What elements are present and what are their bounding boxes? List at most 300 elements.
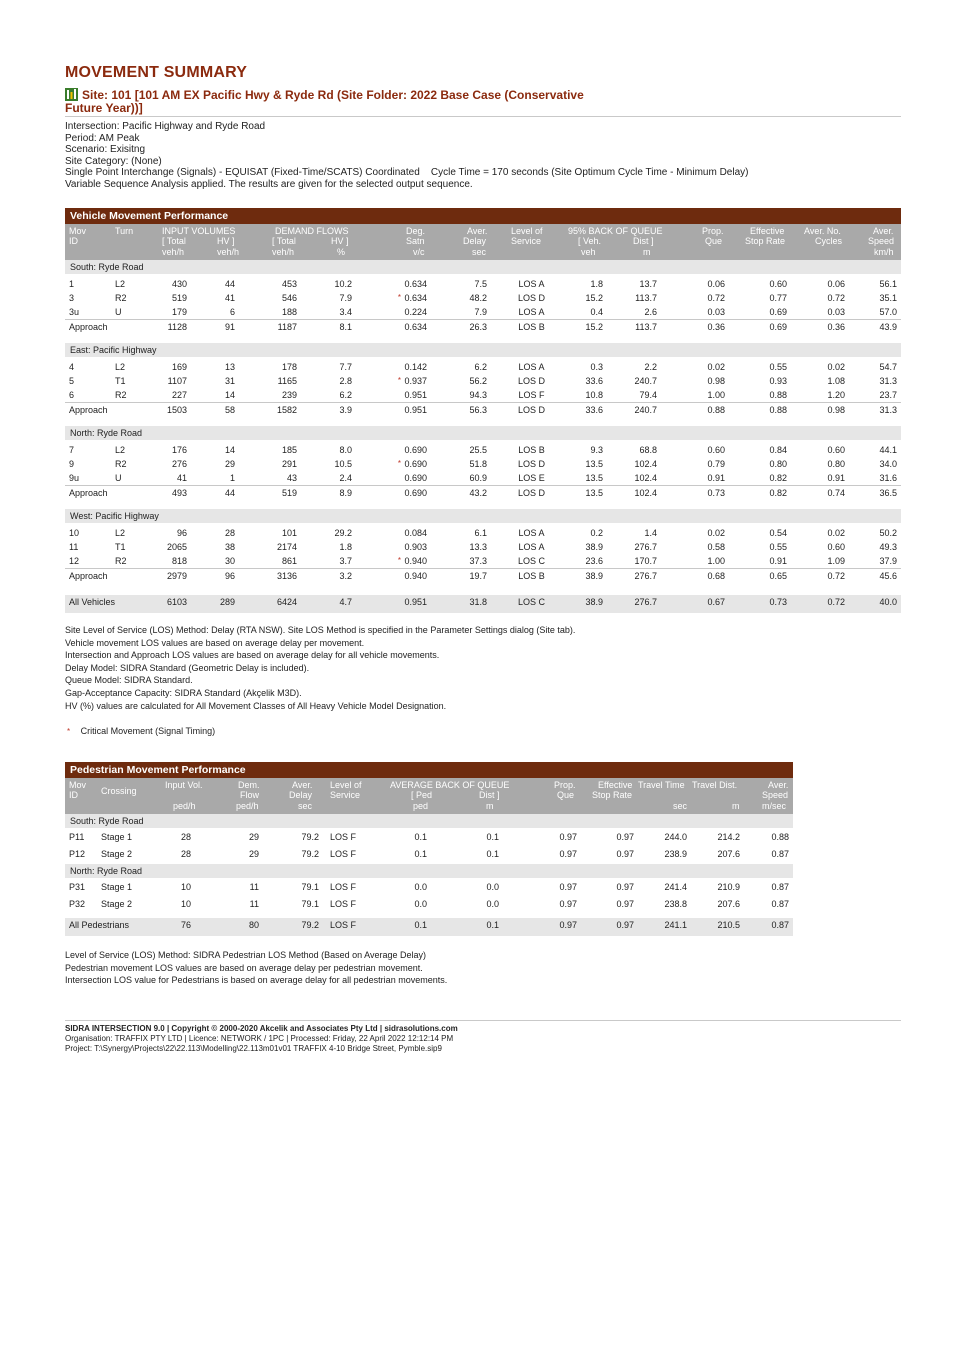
cell-aver-cycles: 0.72 bbox=[827, 293, 845, 303]
critical-legend bbox=[67, 725, 215, 739]
cell-demand-hv: 1.8 bbox=[339, 542, 352, 552]
cell-aver-cycles: 1.08 bbox=[827, 376, 845, 386]
cell-aver-speed: 31.3 bbox=[879, 405, 897, 415]
table-row bbox=[65, 847, 793, 864]
footer bbox=[65, 1024, 458, 1054]
cell-input-total: 179 bbox=[171, 307, 187, 317]
cell-turn: L2 bbox=[115, 445, 126, 455]
cell-mov-id: 4 bbox=[69, 362, 75, 372]
cell-input-hv: 1 bbox=[229, 473, 235, 483]
cell-level-of-service: LOS C bbox=[517, 597, 545, 607]
cell-queue-dist: 113.7 bbox=[635, 322, 657, 332]
cell-input-hv: 289 bbox=[219, 597, 235, 607]
table-row bbox=[65, 277, 901, 291]
cell-aver-delay: 94.3 bbox=[469, 390, 487, 400]
cell-prop-que: 0.02 bbox=[707, 362, 725, 372]
hd-prop: Prop. bbox=[702, 226, 724, 236]
cell-prop-que: 0.97 bbox=[559, 849, 577, 859]
cell-input-hv: 58 bbox=[224, 405, 235, 415]
cell-demand-total: 6424 bbox=[276, 597, 297, 607]
meta-scenario: Scenario: Exisitng bbox=[65, 144, 146, 156]
hd-q-veh: [ Veh. bbox=[578, 236, 602, 246]
cell-demand-hv: 3.4 bbox=[339, 307, 352, 317]
cell-demand-hv: 10.2 bbox=[334, 279, 352, 289]
cell-level-of-service: LOS F bbox=[330, 899, 357, 909]
cell-travel-time: 244.0 bbox=[664, 832, 687, 842]
cell-queue-dist: 276.7 bbox=[634, 597, 657, 607]
meta-category: Site Category: (None) bbox=[65, 155, 162, 167]
site-line-1: Site: 101 [101 AM EX Pacific Hwy & Ryde Rd (Site Folder: 2022 Base Case (Conservative bbox=[82, 88, 584, 102]
cell-demand-total: 101 bbox=[281, 528, 297, 538]
cell-dem-flow: 11 bbox=[249, 899, 259, 909]
meta-period: Period: AM Peak bbox=[65, 132, 140, 144]
cell-deg-satn: 0.634 bbox=[404, 293, 427, 303]
cell-demand-total: 239 bbox=[281, 390, 297, 400]
cell-stop-rate: 0.55 bbox=[769, 542, 787, 552]
cell-queue-ped: 0.1 bbox=[414, 832, 427, 842]
ped-hd-stop: Stop Rate bbox=[592, 790, 633, 800]
cell-stop-rate: 0.80 bbox=[769, 459, 787, 469]
table-row bbox=[65, 554, 901, 568]
cell-crossing: Stage 1 bbox=[101, 882, 133, 892]
meta-sequence: Variable Sequence Analysis applied. The results are given for the selected output sequence. bbox=[65, 178, 473, 190]
row-spacer bbox=[65, 419, 901, 426]
cell-demand-hv: 3.9 bbox=[339, 405, 352, 415]
meta-intersection: Intersection: Pacific Highway and Ryde Road bbox=[65, 121, 266, 132]
cell-travel-time: 241.1 bbox=[664, 920, 687, 930]
table-row bbox=[65, 443, 901, 457]
ped-hd-unit-ms: m/sec bbox=[762, 801, 787, 811]
cell-queue-dist: 113.7 bbox=[635, 293, 657, 303]
cell-prop-que: 0.97 bbox=[559, 899, 577, 909]
cell-queue-veh: 0.2 bbox=[590, 528, 603, 538]
cell-mov-id: 5 bbox=[69, 376, 75, 386]
cell-aver-speed: 54.7 bbox=[879, 362, 897, 372]
cell-aver-cycles: 0.80 bbox=[827, 459, 845, 469]
cell-input-hv: 41 bbox=[224, 293, 235, 303]
cell-demand-hv: 7.9 bbox=[339, 293, 352, 303]
cell-turn: L2 bbox=[115, 528, 126, 538]
cell-prop-que: 1.00 bbox=[707, 556, 725, 566]
cell-input-hv: 13 bbox=[224, 362, 235, 372]
cell-aver-delay: 13.3 bbox=[469, 542, 487, 552]
ped-hd-unit-ped: ped bbox=[413, 801, 429, 811]
table-row bbox=[65, 471, 901, 485]
cell-input-hv: 31 bbox=[224, 376, 235, 386]
cell-stop-rate: 0.82 bbox=[769, 473, 787, 483]
table-row bbox=[65, 291, 901, 305]
cell-demand-total: 453 bbox=[281, 279, 297, 289]
cell-demand-total: 43 bbox=[286, 473, 297, 483]
note-approach-los: Intersection and Approach LOS values are based on average delay for all vehicle movements. bbox=[65, 650, 440, 661]
cell-level-of-service: LOS E bbox=[518, 473, 545, 483]
cell-input-hv: 14 bbox=[224, 445, 235, 455]
hd-eff: Effective bbox=[750, 226, 785, 236]
cell-mov-id: Approach bbox=[69, 571, 108, 581]
row-spacer bbox=[65, 502, 901, 509]
cell-aver-speed: 50.2 bbox=[879, 528, 897, 538]
cell-aver-delay: 79.2 bbox=[301, 849, 319, 859]
cell-travel-time: 238.9 bbox=[664, 849, 687, 859]
cell-aver-delay: 37.3 bbox=[469, 556, 487, 566]
cell-input-total: 1107 bbox=[167, 376, 187, 386]
cell-queue-dist: 13.7 bbox=[639, 279, 657, 289]
cell-demand-total: 861 bbox=[281, 556, 297, 566]
table-row bbox=[65, 388, 901, 402]
cell-turn: T1 bbox=[115, 376, 126, 386]
cell-input-total: 519 bbox=[171, 293, 187, 303]
cell-prop-que: 0.98 bbox=[707, 376, 725, 386]
hd-turn: Turn bbox=[115, 226, 134, 236]
cell-queue-dist: 0.1 bbox=[486, 920, 499, 930]
cell-deg-satn: 0.951 bbox=[404, 405, 427, 415]
cell-crossing: Stage 1 bbox=[101, 832, 133, 842]
note-gap-acceptance: Gap-Acceptance Capacity: SIDRA Standard (Akçelik M3D). bbox=[65, 687, 302, 698]
cell-aver-delay: 25.5 bbox=[469, 445, 487, 455]
ped-hd-tt: Travel Time bbox=[638, 780, 685, 790]
cell-aver-delay: 19.7 bbox=[469, 571, 487, 581]
cell-deg-satn: 0.084 bbox=[404, 528, 427, 538]
cell-mov-id: 3 bbox=[69, 293, 75, 303]
cell-prop-que: 0.97 bbox=[559, 920, 577, 930]
approach-row bbox=[65, 485, 901, 502]
cell-level-of-service: LOS A bbox=[518, 542, 545, 552]
cell-aver-speed: 31.6 bbox=[879, 473, 897, 483]
cell-travel-dist: 207.6 bbox=[717, 849, 740, 859]
note-los-method: Site Level of Service (LOS) Method: Delay (RTA NSW). Site LOS Method is specified in the Parameter Settings dialog (Site tab). bbox=[65, 625, 576, 635]
cell-mov-id: 12 bbox=[69, 556, 80, 566]
cell-deg-satn: 0.634 bbox=[404, 322, 427, 332]
cell-input-hv: 91 bbox=[224, 322, 235, 332]
section-header: East: Pacific Highway bbox=[65, 343, 901, 357]
ped-note-intersection-los: Intersection LOS value for Pedestrians is based on average delay for all pedestrian movements. bbox=[65, 975, 448, 986]
hd-q-dist: Dist ] bbox=[633, 236, 654, 246]
cell-queue-ped: 0.0 bbox=[414, 899, 427, 909]
cell-input-total: 176 bbox=[171, 445, 187, 455]
vehicle-table-title: Vehicle Movement Performance bbox=[65, 208, 901, 224]
cell-demand-total: 546 bbox=[281, 293, 297, 303]
hd-demand: DEMAND FLOWS bbox=[275, 226, 349, 236]
cell-aver-delay: 56.2 bbox=[469, 376, 487, 386]
cell-turn: L2 bbox=[115, 362, 126, 372]
cell-demand-hv: 29.2 bbox=[334, 528, 352, 538]
cell-deg-satn: 0.903 bbox=[404, 542, 427, 552]
hd-in-total: [ Total bbox=[162, 236, 186, 246]
cell-prop-que: 0.58 bbox=[707, 542, 725, 552]
ped-note-movement-los: Pedestrian movement LOS values are based on average delay per pedestrian movement. bbox=[65, 962, 423, 973]
cell-critical-mark: * bbox=[397, 556, 401, 565]
cell-aver-cycles: 0.06 bbox=[827, 279, 845, 289]
cell-demand-hv: 2.4 bbox=[339, 473, 352, 483]
critical-label: Critical Movement (Signal Timing) bbox=[80, 726, 216, 736]
cell-aver-delay: 56.3 bbox=[469, 405, 487, 415]
approach-row bbox=[65, 402, 901, 419]
cell-level-of-service: LOS D bbox=[517, 459, 545, 469]
table-row bbox=[65, 540, 901, 554]
cell-queue-veh: 0.4 bbox=[590, 307, 603, 317]
cell-aver-speed: 35.1 bbox=[879, 293, 897, 303]
cell-queue-ped: 0.0 bbox=[414, 882, 427, 892]
cell-mov-id: 7 bbox=[69, 445, 75, 455]
cell-mov-id: P11 bbox=[69, 832, 85, 842]
page-title: MOVEMENT SUMMARY bbox=[65, 64, 248, 81]
cell-queue-veh: 38.9 bbox=[585, 597, 603, 607]
cell-queue-dist: 102.4 bbox=[634, 459, 657, 469]
cell-queue-veh: 33.6 bbox=[585, 405, 603, 415]
cell-queue-dist: 0.0 bbox=[486, 882, 499, 892]
approach-row bbox=[65, 319, 901, 336]
cell-prop-que: 0.06 bbox=[707, 279, 725, 289]
cell-aver-speed: 0.87 bbox=[771, 920, 789, 930]
cell-queue-dist: 102.4 bbox=[634, 488, 657, 498]
cell-stop-rate: 0.97 bbox=[616, 832, 634, 842]
section-header: West: Pacific Highway bbox=[65, 509, 901, 523]
cell-aver-speed: 49.3 bbox=[879, 542, 897, 552]
cell-stop-rate: 0.97 bbox=[616, 849, 634, 859]
cell-input-hv: 96 bbox=[224, 571, 235, 581]
ped-hd-service: Service bbox=[330, 790, 361, 800]
hd-level: Level of bbox=[511, 226, 543, 236]
pedestrian-notes bbox=[65, 949, 447, 987]
cell-aver-speed: 37.9 bbox=[879, 556, 897, 566]
section-header: North: Ryde Road bbox=[65, 864, 793, 878]
footer-organisation: Organisation: TRAFFIX PTY LTD | Licence: NETWORK / 1PC | Processed: Friday, 22 April 2022 12:12:14 PM bbox=[65, 1034, 454, 1043]
cell-demand-total: 2174 bbox=[276, 542, 297, 552]
cell-aver-cycles: 0.02 bbox=[827, 362, 845, 372]
cell-aver-delay: 51.8 bbox=[469, 459, 487, 469]
cell-queue-ped: 0.1 bbox=[414, 920, 427, 930]
cell-demand-hv: 3.2 bbox=[339, 571, 352, 581]
cell-queue-veh: 33.6 bbox=[585, 376, 603, 386]
ped-hd-prop: Prop. bbox=[554, 780, 576, 790]
cell-aver-cycles: 0.74 bbox=[827, 488, 845, 498]
hd-unit-sec: sec bbox=[472, 247, 487, 257]
hd-unit-veh1: veh/h bbox=[162, 247, 185, 257]
cell-queue-ped: 0.1 bbox=[414, 849, 427, 859]
cell-queue-veh: 38.9 bbox=[585, 571, 603, 581]
cell-deg-satn: 0.690 bbox=[404, 488, 427, 498]
cell-mov-id: 1 bbox=[69, 279, 75, 289]
section-header: South: Ryde Road bbox=[65, 260, 901, 274]
footer-copyright: SIDRA INTERSECTION 9.0 | Copyright © 2000-2020 Akcelik and Associates Pty Ltd | sidrasolutions.com bbox=[65, 1024, 458, 1033]
cell-input-hv: 38 bbox=[224, 542, 235, 552]
cell-stop-rate: 0.77 bbox=[769, 293, 787, 303]
cell-demand-total: 291 bbox=[281, 459, 297, 469]
cell-aver-cycles: 0.98 bbox=[827, 405, 845, 415]
cell-travel-dist: 207.6 bbox=[717, 899, 740, 909]
cell-queue-dist: 276.7 bbox=[634, 542, 657, 552]
vehicle-table-header bbox=[65, 224, 901, 260]
cell-crossing: Stage 2 bbox=[101, 899, 133, 909]
cell-input-total: 1503 bbox=[166, 405, 187, 415]
cell-demand-hv: 4.7 bbox=[339, 597, 352, 607]
cell-aver-speed: 56.1 bbox=[879, 279, 897, 289]
ped-hd-q-dist: Dist ] bbox=[479, 790, 500, 800]
cell-queue-veh: 13.5 bbox=[585, 473, 603, 483]
cell-deg-satn: 0.142 bbox=[404, 362, 427, 372]
cell-input-hv: 28 bbox=[224, 528, 235, 538]
cell-demand-hv: 8.0 bbox=[339, 445, 352, 455]
cell-aver-speed: 34.0 bbox=[879, 459, 897, 469]
cell-demand-hv: 8.1 bbox=[339, 322, 352, 332]
cell-mov-id: 10 bbox=[69, 528, 80, 538]
cell-input-hv: 44 bbox=[224, 488, 235, 498]
section-header: South: Ryde Road bbox=[65, 814, 793, 828]
table-row bbox=[65, 526, 901, 540]
cell-deg-satn: 0.690 bbox=[404, 459, 427, 469]
cell-level-of-service: LOS A bbox=[518, 279, 545, 289]
ped-hd-dem: Dem. bbox=[238, 780, 260, 790]
cell-demand-total: 185 bbox=[281, 445, 297, 455]
cell-level-of-service: LOS F bbox=[518, 390, 545, 400]
cell-queue-dist: 0.0 bbox=[486, 899, 499, 909]
cell-level-of-service: LOS B bbox=[518, 445, 545, 455]
cell-input-total: 227 bbox=[171, 390, 187, 400]
note-queue-model: Queue Model: SIDRA Standard. bbox=[65, 675, 193, 686]
cell-queue-dist: 102.4 bbox=[634, 473, 657, 483]
cell-stop-rate: 0.88 bbox=[769, 390, 787, 400]
section-header: North: Ryde Road bbox=[65, 426, 901, 440]
ped-hd-level: Level of bbox=[330, 780, 362, 790]
cell-turn: U bbox=[115, 473, 122, 483]
cell-deg-satn: 0.951 bbox=[404, 390, 427, 400]
cell-stop-rate: 0.73 bbox=[769, 597, 787, 607]
cell-aver-speed: 0.87 bbox=[771, 849, 789, 859]
cell-demand-hv: 6.2 bbox=[339, 390, 352, 400]
total-row bbox=[65, 595, 901, 613]
cell-aver-speed: 0.88 bbox=[771, 832, 789, 842]
cell-demand-hv: 10.5 bbox=[334, 459, 352, 469]
hd-delay: Delay bbox=[463, 236, 487, 246]
hd-stop: Stop Rate bbox=[745, 236, 786, 246]
cell-stop-rate: 0.97 bbox=[616, 899, 634, 909]
cell-aver-cycles: 0.60 bbox=[827, 445, 845, 455]
cell-aver-delay: 43.2 bbox=[469, 488, 487, 498]
cell-input-total: 2065 bbox=[166, 542, 187, 552]
cell-queue-veh: 15.2 bbox=[585, 293, 603, 303]
cell-deg-satn: 0.690 bbox=[404, 445, 427, 455]
pedestrian-table-header bbox=[65, 778, 793, 814]
cell-level-of-service: LOS D bbox=[517, 488, 545, 498]
cell-demand-total: 188 bbox=[281, 307, 297, 317]
hd-avno: Aver. No. bbox=[804, 226, 841, 236]
cell-aver-delay: 48.2 bbox=[469, 293, 487, 303]
ped-hd-flow: Flow bbox=[240, 790, 260, 800]
ped-hd-unit-m: m bbox=[486, 801, 494, 811]
cell-deg-satn: 0.940 bbox=[404, 571, 427, 581]
cell-prop-que: 0.72 bbox=[707, 293, 725, 303]
cell-queue-veh: 9.3 bbox=[590, 445, 603, 455]
cell-stop-rate: 0.69 bbox=[769, 322, 787, 332]
pedestrian-table-body bbox=[65, 814, 793, 936]
total-row bbox=[65, 918, 793, 936]
cell-queue-veh: 10.8 bbox=[585, 390, 603, 400]
cell-prop-que: 0.67 bbox=[707, 597, 725, 607]
cell-aver-speed: 0.87 bbox=[771, 899, 789, 909]
cell-travel-dist: 210.5 bbox=[717, 920, 740, 930]
cell-demand-total: 519 bbox=[281, 488, 297, 498]
cell-prop-que: 0.91 bbox=[707, 473, 725, 483]
cell-demand-total: 3136 bbox=[276, 571, 297, 581]
cell-queue-dist: 2.6 bbox=[644, 307, 657, 317]
cell-critical-mark: * bbox=[397, 459, 401, 468]
note-delay-model: Delay Model: SIDRA Standard (Geometric Delay is included). bbox=[65, 662, 310, 673]
ped-hd-id: ID bbox=[69, 790, 78, 800]
cell-aver-cycles: 0.60 bbox=[827, 542, 845, 552]
cell-dem-flow: 29 bbox=[248, 832, 259, 842]
cell-aver-cycles: 0.91 bbox=[827, 473, 845, 483]
note-movement-los: Vehicle movement LOS values are based on average delay per movement. bbox=[65, 637, 365, 648]
cell-input-hv: 30 bbox=[224, 556, 235, 566]
ped-hd-q-ped: [ Ped bbox=[411, 790, 433, 800]
hd-unit-veh3: veh/h bbox=[272, 247, 295, 257]
cell-queue-dist: 240.7 bbox=[634, 376, 657, 386]
hd-unit-vc: v/c bbox=[413, 247, 425, 257]
cell-deg-satn: 0.940 bbox=[404, 556, 427, 566]
cell-prop-que: 0.60 bbox=[707, 445, 725, 455]
cell-aver-cycles: 0.03 bbox=[827, 307, 845, 317]
cell-aver-delay: 79.1 bbox=[301, 899, 319, 909]
cell-queue-veh: 38.9 bbox=[585, 542, 603, 552]
cell-turn: L2 bbox=[115, 279, 126, 289]
cell-prop-que: 0.97 bbox=[559, 882, 577, 892]
table-row bbox=[65, 830, 793, 847]
cell-prop-que: 0.88 bbox=[707, 405, 725, 415]
cell-queue-veh: 1.8 bbox=[590, 279, 603, 289]
cell-mov-id: Approach bbox=[69, 488, 108, 498]
ped-hd-unit-m2: m bbox=[732, 801, 740, 811]
cell-queue-dist: 68.8 bbox=[639, 445, 657, 455]
cell-prop-que: 0.36 bbox=[707, 322, 725, 332]
cell-aver-delay: 31.8 bbox=[469, 597, 487, 607]
cell-mov-id: P31 bbox=[69, 882, 86, 892]
cell-aver-delay: 6.2 bbox=[474, 362, 487, 372]
cell-input-total: 276 bbox=[171, 459, 187, 469]
cell-demand-hv: 7.7 bbox=[339, 362, 352, 372]
cell-turn: R2 bbox=[115, 390, 127, 400]
cell-aver-speed: 44.1 bbox=[879, 445, 897, 455]
cell-mov-id: All Vehicles bbox=[69, 597, 116, 607]
hd-cycles: Cycles bbox=[815, 236, 843, 246]
cell-aver-cycles: 0.36 bbox=[827, 322, 845, 332]
cell-level-of-service: LOS F bbox=[330, 882, 357, 892]
footer-project: Project: T:\Synergy\Projects\22\22.113\Modelling\22.113m01v01 TRAFFIX 4-10 Bridge Street, Pymble.sip9 bbox=[65, 1044, 442, 1053]
cell-mov-id: Approach bbox=[69, 322, 108, 332]
ped-hd-que: Que bbox=[557, 790, 575, 800]
cell-stop-rate: 0.93 bbox=[769, 376, 787, 386]
cell-queue-dist: 2.2 bbox=[644, 362, 657, 372]
cell-queue-veh: 23.6 bbox=[585, 556, 603, 566]
cell-input-total: 1128 bbox=[167, 322, 187, 332]
hd-queue: 95% BACK OF QUEUE bbox=[568, 226, 663, 236]
cell-stop-rate: 0.65 bbox=[769, 571, 787, 581]
cell-queue-dist: 79.4 bbox=[639, 390, 657, 400]
cell-queue-dist: 170.7 bbox=[634, 556, 657, 566]
hd-mov: Mov bbox=[69, 226, 87, 236]
cell-prop-que: 1.00 bbox=[707, 390, 725, 400]
cell-queue-veh: 13.5 bbox=[585, 459, 603, 469]
ped-hd-unit-sec: sec bbox=[298, 801, 313, 811]
cell-input-hv: 14 bbox=[224, 390, 235, 400]
cell-mov-id: 6 bbox=[69, 390, 75, 400]
cell-input-total: 96 bbox=[176, 528, 187, 538]
cell-input-hv: 29 bbox=[224, 459, 235, 469]
hd-speed: Speed bbox=[868, 236, 895, 246]
ped-hd-unit-ped1: ped/h bbox=[173, 801, 196, 811]
cell-mov-id: Approach bbox=[69, 405, 108, 415]
ped-hd-td: Travel Dist. bbox=[692, 780, 738, 790]
cell-stop-rate: 0.82 bbox=[769, 488, 787, 498]
